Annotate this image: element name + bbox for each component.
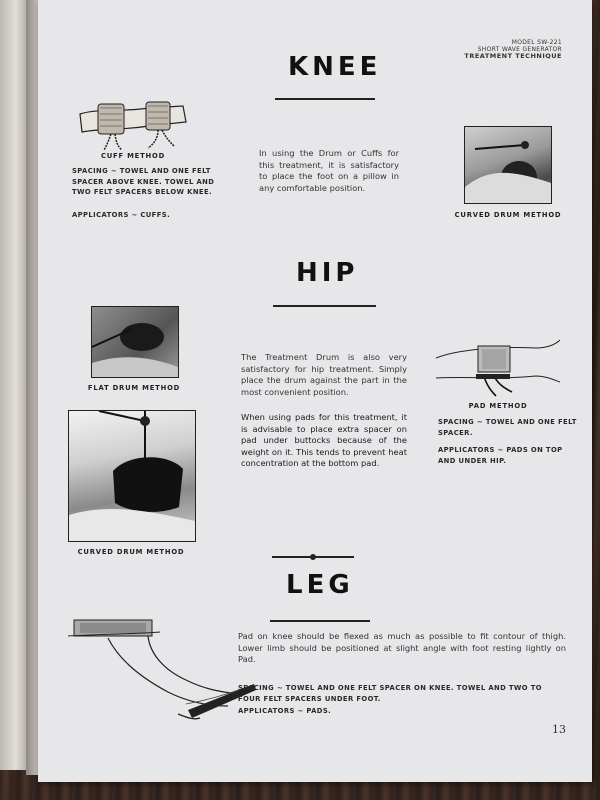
model-label: MODEL SW-221 <box>511 39 562 46</box>
cuff-method-illustration <box>78 92 188 152</box>
knee-heading: KNEE <box>288 52 382 82</box>
pad-applicators-text: APPLICATORS ~ PADS ON TOP AND UNDER HIP. <box>438 446 563 465</box>
cuff-spacing-text: SPACING ~ TOWEL AND ONE FELT SPACER ABOVE KNEE. TOWEL AND TWO FELT SPACERS BELOW KNEE. <box>72 167 215 196</box>
cuff-applicators-text: APPLICATORS ~ CUFFS. <box>72 211 171 219</box>
hip-rule <box>273 305 376 307</box>
device-label: SHORT WAVE GENERATOR <box>477 46 562 53</box>
leg-body-text: Pad on knee should be flexed as much as possible to fit contour of thigh. Lower limb should be positioned at slight angle with foot resting lightly on Pad. <box>238 631 566 664</box>
leg-pad-illustration <box>68 614 258 728</box>
ornamental-divider <box>272 554 354 560</box>
hip-body-text-1: The Treatment Drum is also very satisfactory for hip treatment. Simply place the drum against the part in the most convenient position. <box>241 352 407 397</box>
leg-spacing-text: SPACING ~ TOWEL AND ONE FELT SPACER ON KNEE. TOWEL AND TWO TO FOUR FELT SPACERS UNDER FOOT. <box>238 684 542 703</box>
hip-flat-drum-photo <box>91 306 179 378</box>
pad-method-illustration <box>436 336 562 398</box>
knee-body-text: In using the Drum or Cuffs for this treatment, it is satisfactory to place the foot on a pillow in any comfortable position. <box>259 148 399 193</box>
pad-method-caption: PAD METHOD <box>468 402 528 410</box>
section-label: TREATMENT TECHNIQUE <box>464 52 562 60</box>
hip-curved-drum-caption: CURVED DRUM METHOD <box>77 548 185 556</box>
cuff-method-caption: CUFF METHOD <box>100 152 166 160</box>
hip-body-text-2: When using pads for this treatment, it is advisable to place extra spacer on pad under buttocks because of the weight on it. This tends to prevent heat concentration at the bottom pad. <box>241 412 407 468</box>
leg-rule <box>270 620 370 622</box>
knee-curved-drum-caption: CURVED DRUM METHOD <box>454 211 562 219</box>
page-number: 13 <box>552 723 566 736</box>
hip-flat-drum-caption: FLAT DRUM METHOD <box>87 384 181 392</box>
hip-heading: HIP <box>296 258 359 288</box>
leg-heading: LEG <box>286 570 354 600</box>
page-header-meta <box>464 39 562 60</box>
previous-page-edge <box>0 0 26 770</box>
hip-curved-drum-photo <box>68 410 196 542</box>
manual-page <box>38 0 592 782</box>
leg-applicators-text: APPLICATORS ~ PADS. <box>238 707 332 715</box>
knee-rule <box>275 98 375 100</box>
pad-spacing-text: SPACING ~ TOWEL AND ONE FELT SPACER. <box>438 418 577 437</box>
knee-curved-drum-photo <box>464 126 552 204</box>
